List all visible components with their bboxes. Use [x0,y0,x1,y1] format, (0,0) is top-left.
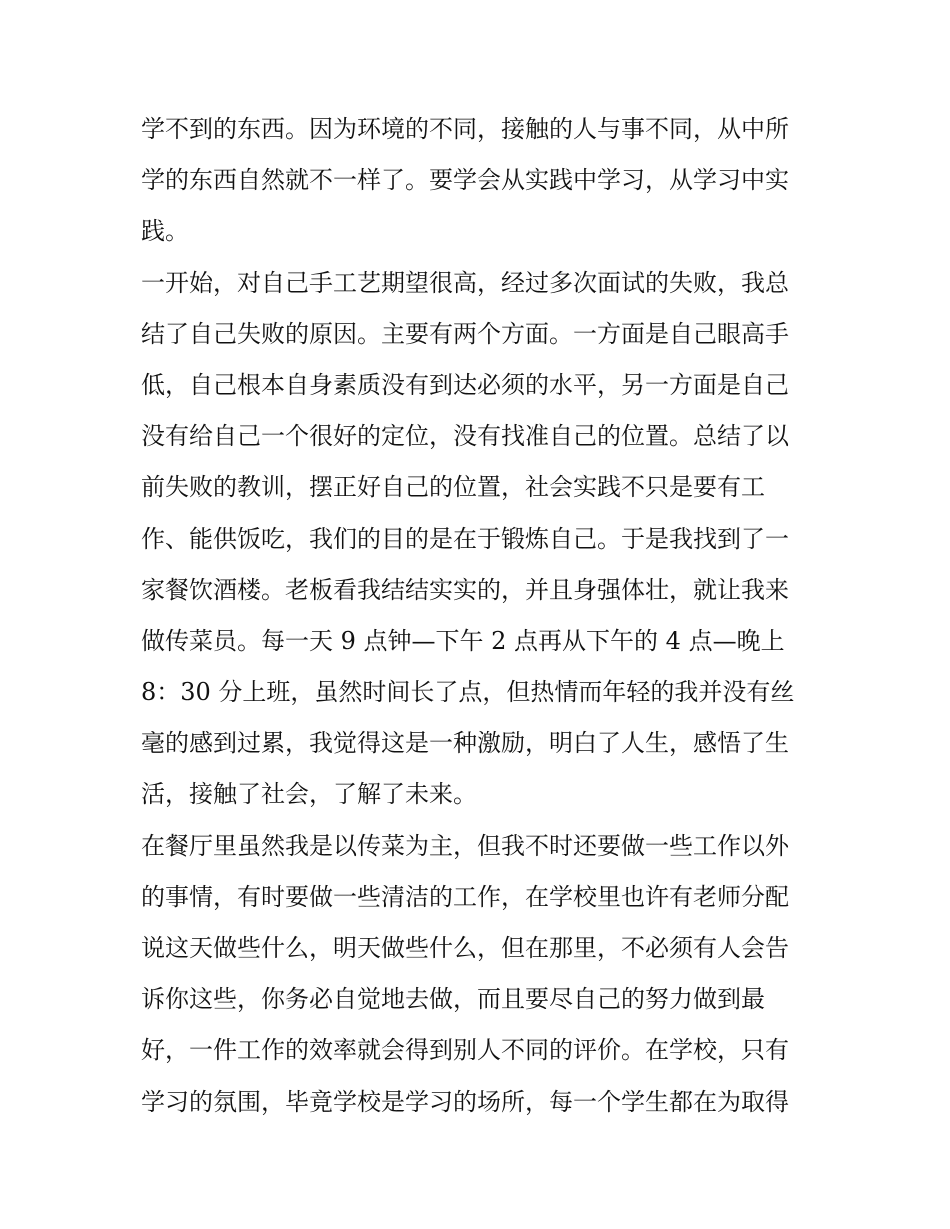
text-line: 学习的氛围，毕竟学校是学习的场所，每一个学生都在为取得 [141,1087,789,1116]
text-line: 没有给自己一个很好的定位，没有找准自己的位置。总结了以 [141,422,789,451]
document-body [141,104,813,1128]
text-line: 践。 [141,217,189,246]
text-line: 好，一件工作的效率就会得到别人不同的评价。在学校，只有 [141,1036,789,1065]
text-line: 作、能供饭吃，我们的目的是在于锻炼自己。于是我找到了一 [141,524,789,553]
text-line: 学的东西自然就不一样了。要学会从实践中学习，从学习中实 [141,166,789,195]
text-line: 8：30 分上班，虽然时间长了点，但热情而年轻的我并没有丝 [141,678,795,707]
text-line: 学不到的东西。因为环境的不同，接触的人与事不同，从中所 [141,115,789,143]
text-line: 结了自己失败的原因。主要有两个方面。一方面是自己眼高手 [141,319,789,348]
text-line: 诉你这些，你务必自觉地去做，而且要尽自己的努力做到最 [141,985,765,1014]
text-line: 在餐厅里虽然我是以传菜为主，但我不时还要做一些工作以外 [141,831,789,860]
text-line: 家餐饮酒楼。老板看我结结实实的，并且身强体壮，就让我来 [141,575,789,604]
text-line: 前失败的教训，摆正好自己的位置，社会实践不只是要有工 [141,473,765,502]
text-line: 说这天做些什么，明天做些什么，但在那里，不必须有人会告 [141,934,789,962]
text-line: 做传菜员。每一天 9 点钟—下午 2 点再从下午的 4 点—晚上 [141,626,785,655]
text-line: 低，自己根本自身素质没有到达必须的水平，另一方面是自己 [141,370,789,399]
text-line: 活，接触了社会，了解了未来。 [141,780,477,809]
text-line: 毫的感到过累，我觉得这是一种激励，明白了人生，感悟了生 [141,729,789,758]
text-line: 的事情，有时要做一些清洁的工作，在学校里也许有老师分配 [141,882,789,911]
text-line: 一开始，对自己手工艺期望很高，经过多次面试的失败，我总 [141,268,789,297]
